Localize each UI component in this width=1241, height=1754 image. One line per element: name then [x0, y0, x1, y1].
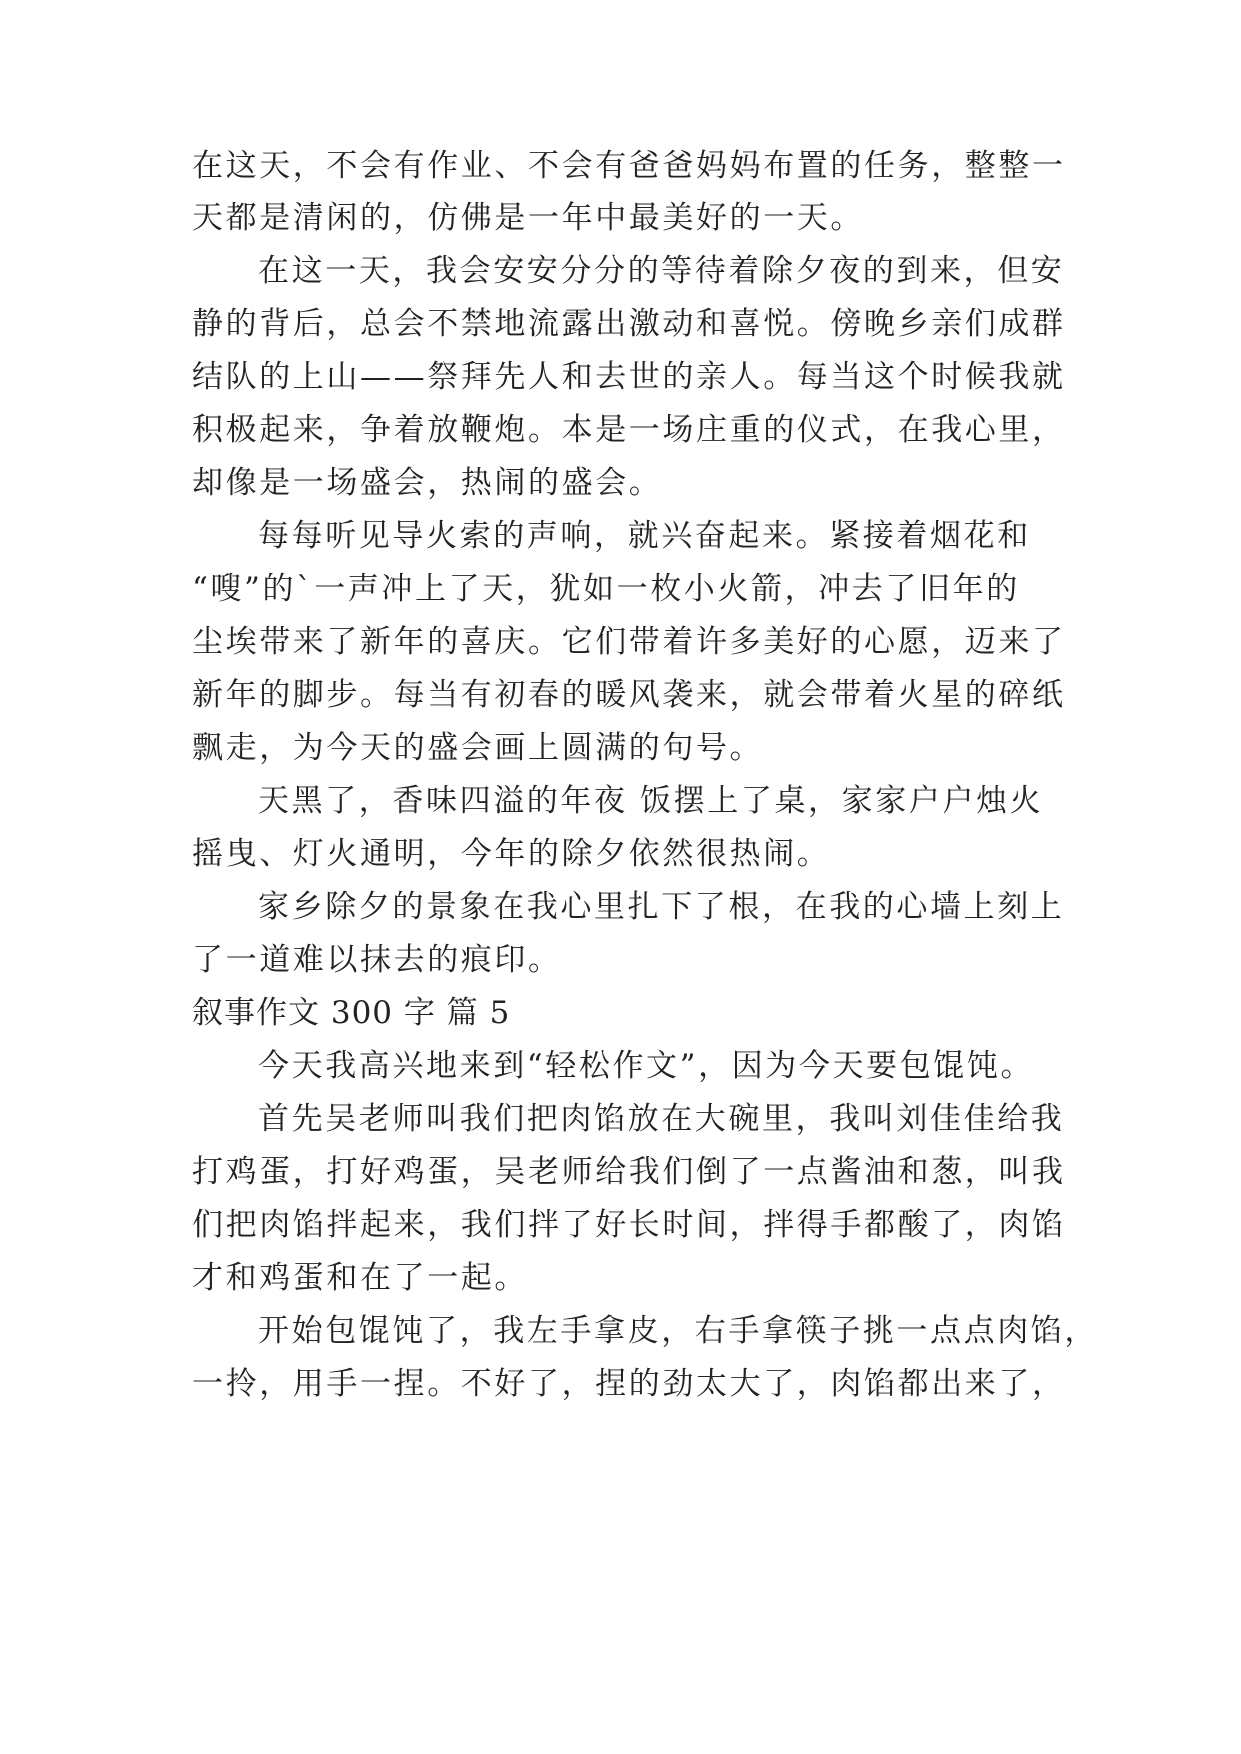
text-line: 天黑了，香味四溢的年夜 饭摆上了桌，家家户户烛火: [258, 783, 1044, 819]
text-line: 打鸡蛋，打好鸡蛋，吴老师给我们倒了一点酱油和葱，叫我: [192, 1154, 1066, 1190]
text-line: 们把肉馅拌起来，我们拌了好长时间，拌得手都酸了，肉馅: [192, 1207, 1066, 1243]
text-line: 开始包馄饨了，我左手拿皮，右手拿筷子挑一点点肉馅，: [258, 1313, 1098, 1349]
text-line: 一拎，用手一捏。不好了，捏的劲太大了，肉馅都出来了，: [192, 1366, 1066, 1402]
text-line: 了一道难以抹去的痕印。: [192, 942, 562, 978]
text-line: 结队的上山——祭拜先人和去世的亲人。每当这个时候我就: [192, 359, 1066, 395]
text-line: 积极起来，争着放鞭炮。本是一场庄重的仪式，在我心里，: [192, 412, 1066, 448]
text-line: 在这一天，我会安安分分的等待着除夕夜的到来，但安: [258, 253, 1065, 289]
text-line: 今天我高兴地来到“轻松作文”，因为今天要包馄饨。: [258, 1048, 1035, 1084]
text-line: 首先吴老师叫我们把肉馅放在大碗里，我叫刘佳佳给我: [258, 1101, 1065, 1137]
text-line: “嗖”的`一声冲上了天，犹如一枚小火箭，冲去了旧年的: [192, 571, 1020, 607]
text-line: 却像是一场盛会，热闹的盛会。: [192, 465, 663, 501]
text-line: 静的背后，总会不禁地流露出激动和喜悦。傍晚乡亲们成群: [192, 306, 1066, 342]
text-line: 新年的脚步。每当有初春的暖风袭来，就会带着火星的碎纸: [192, 677, 1066, 713]
text-line: 才和鸡蛋和在了一起。: [192, 1260, 528, 1296]
text-line: 尘埃带来了新年的喜庆。它们带着许多美好的心愿，迈来了: [192, 624, 1066, 660]
text-line: 每每听见导火索的声响，就兴奋起来。紧接着烟花和: [258, 518, 1031, 554]
text-line: 飘走，为今天的盛会画上圆满的句号。: [192, 730, 764, 766]
text-line: 家乡除夕的景象在我心里扎下了根，在我的心墙上刻上: [258, 889, 1065, 925]
text-line: 摇曳、灯火通明，今年的除夕依然很热闹。: [192, 836, 831, 872]
text-line: 在这天，不会有作业、不会有爸爸妈妈布置的任务，整整一: [192, 148, 1066, 184]
section-heading: 叙事作文 300 字 篇 5: [192, 995, 511, 1031]
text-line: 天都是清闲的，仿佛是一年中最美好的一天。: [192, 200, 864, 236]
